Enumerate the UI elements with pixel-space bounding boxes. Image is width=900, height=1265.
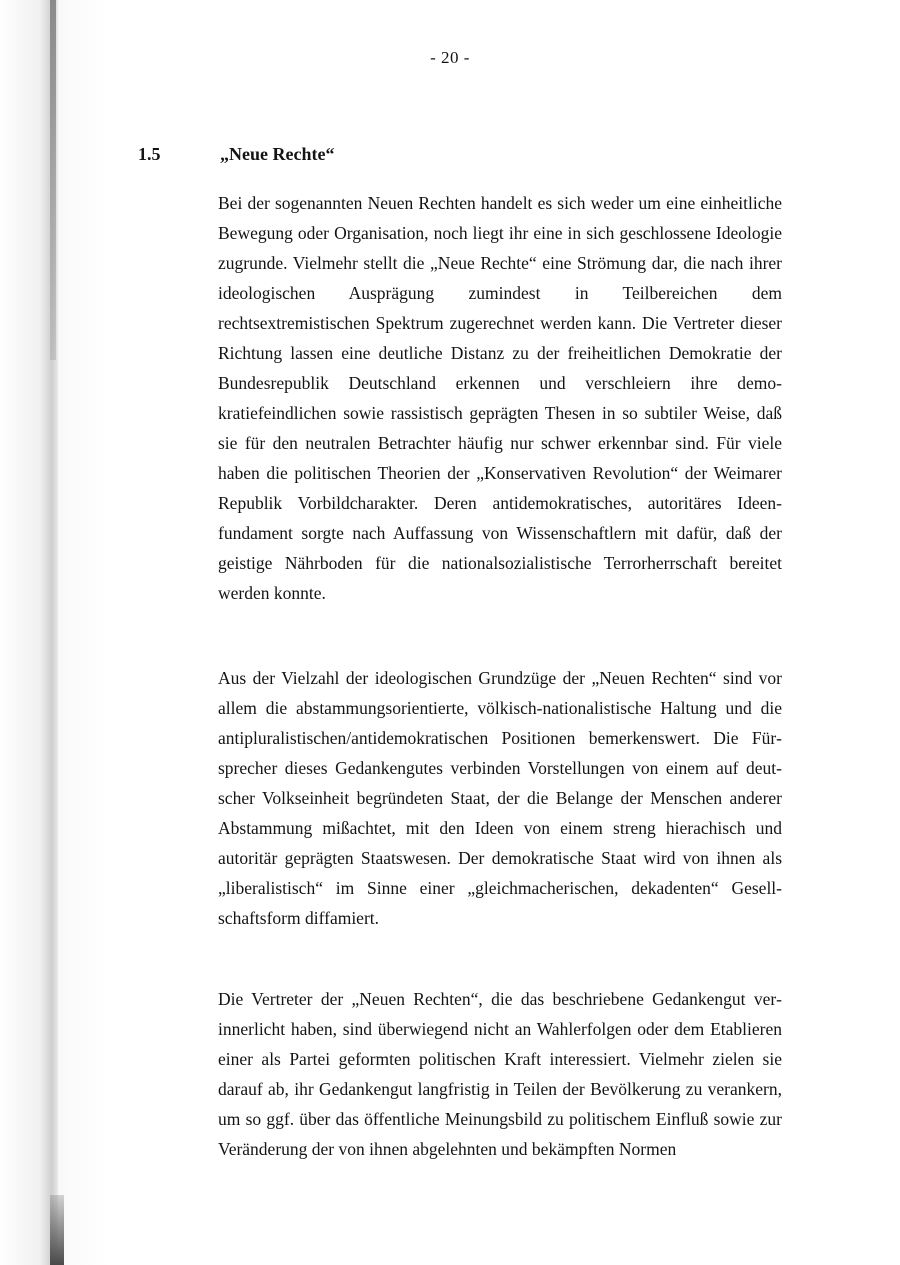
paragraph-2 — [218, 663, 782, 933]
section-number: 1.5 — [138, 144, 161, 164]
paragraph-1 — [218, 188, 782, 608]
page-number: - 20 - — [430, 48, 470, 67]
paragraph-3 — [218, 984, 782, 1164]
paragraph-text: Die Vertreter der „Neuen Rechten“, die das beschriebene Gedankengut verinnerlicht haben, sind überwiegend nicht an Wahlerfolgen oder dem Etablieren einer als Partei geformten politischen Kraft interessiert. Vielmehr zielen sie darauf ab, ihr Gedankengut langfristig in Teilen der Bevölkerung zu verankern, um so ggf. über das öffentliche Meinungsbild zu politischem Einfluß sowie zur Veränderung der von ihnen abgelehnten und bekämpften Normen — [218, 989, 782, 1159]
paragraph-text: Bei der sogenannten Neuen Rechten handelt es sich weder um eine einheitliche Bewegung oder Organisation, noch liegt ihr eine in sich geschlossene Ideologie zugrunde. Vielmehr stellt die „Neue Rechte“ eine Strömung dar, die nach ihrer ideologischen Ausprägung zumindest in Teilbereichen dem rechtsextremistischen Spektrum zugerechnet werden kann. Die Vertreter dieser Richtung lassen eine deutliche Distanz zu der freiheitlichen Demokratie der Bundesrepublik Deutschland erkennen und verschleiern ihre demokratiefeindlichen sowie rassistisch geprägten Thesen in so subtiler Weise, daß sie für den neutralen Betrachter häufig nur schwer erkennbar sind. Für viele haben die politischen Theorien der „Konservativen Revolution“ der Weimarer Republik Vorbildcharakter. Deren antidemokratisches, autoritäres Ideenfundament sorgte nach Auffassung von Wissenschaftlern mit dafür, daß der geistige Nährboden für die nationalsozialistische Terrorherrschaft bereitet werden konnte. — [218, 193, 782, 603]
binding-shadow-bottom — [50, 1195, 64, 1265]
paragraph-text: Aus der Vielzahl der ideologischen Grundzüge der „Neuen Rechten“ sind vor allem die abstammungsorientierte, völkisch-nationalistische Haltung und die antipluralistischen/antidemokratischen Positionen bemerkenswert. Die Fürsprecher dieses Gedankengutes verbinden Vorstellungen von einem auf deutscher Volkseinheit begründeten Staat, der die Belange der Menschen anderer Abstammung mißachtet, mit den Ideen von einem streng hierachisch und autoritär geprägten Staatswesen. Der demokratische Staat wird von ihnen als „liberalistisch“ im Sinne einer „gleichmacherischen, dekadenten“ Gesellschaftsform diffamiert. — [218, 668, 782, 928]
section-title: „Neue Rechte“ — [220, 144, 335, 164]
